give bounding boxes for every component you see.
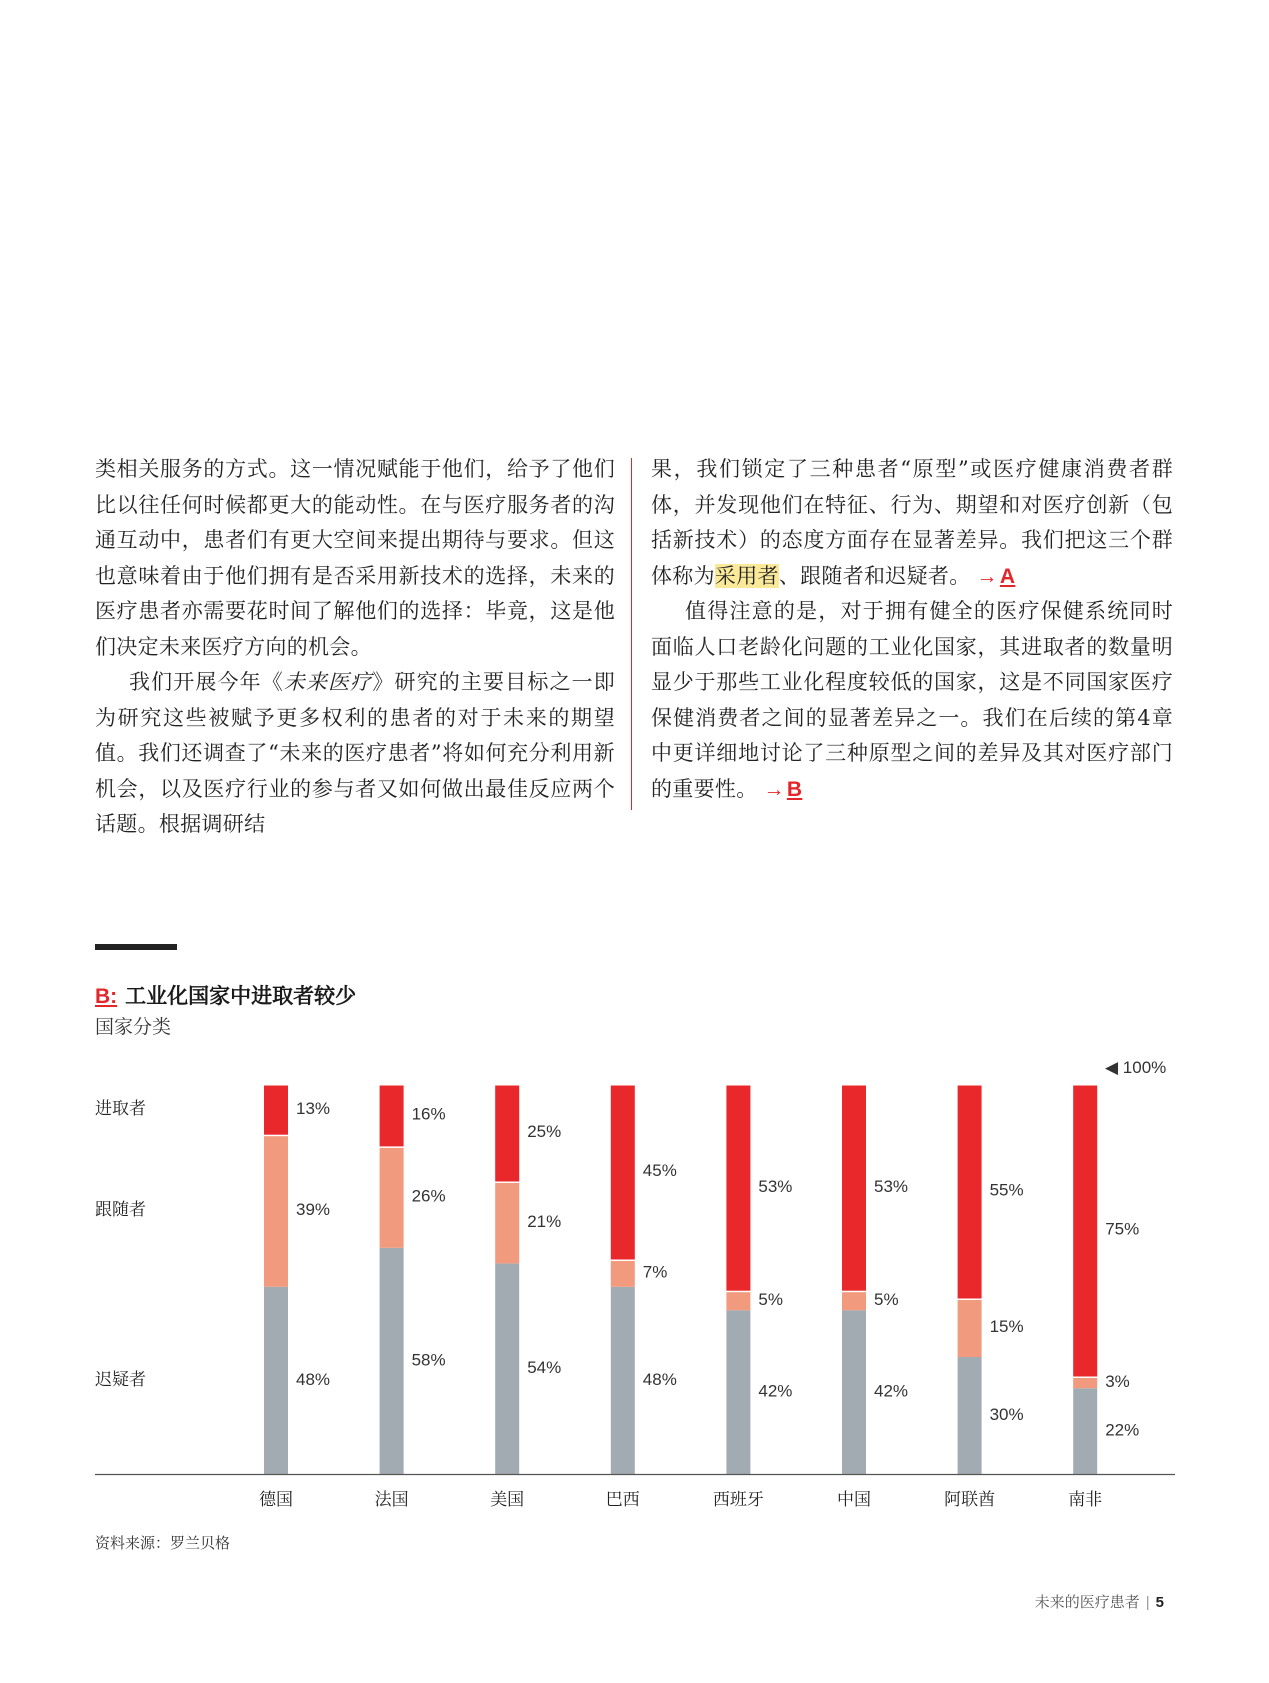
x-tick-label: 美国 [490, 1490, 525, 1509]
data-label: 48% [642, 1369, 677, 1389]
bar-跟随者-南非 [1073, 1378, 1097, 1388]
bar-迟疑者-美国 [495, 1263, 519, 1474]
legend-entry: 迟疑者 [95, 1369, 146, 1389]
x-tick-label: 德国 [259, 1490, 293, 1509]
body-column-left [95, 452, 615, 843]
body-paragraph: 类相关服务的方式。这一情况赋能于他们，给予了他们比以往任何时候都更大的能动性。在与医疗服务者的沟通互动中，患者们有更大空间来提出期待与要求。但这也意味着由于他们拥有是否采用新技术的选择，未来的医疗患者亦需要花时间了解他们的选择：毕竟，这是他们决定未来医疗方向的机会。 [95, 457, 615, 659]
bar-跟随者-德国 [264, 1136, 288, 1287]
data-label: 53% [758, 1176, 793, 1196]
bar-进取者-阿联酋 [958, 1086, 982, 1299]
body-text: 果，我们锁定了三种患者“原型”或医疗健康消费者群体，并发现他们在特征、行为、期望和对医疗创新（包括新技术）的态度方面存在显著差异。我们把这三个群体称为 [651, 457, 1173, 588]
body-paragraph [651, 594, 1173, 807]
bar-迟疑者-中国 [842, 1310, 866, 1474]
chart-header-rule [95, 944, 177, 950]
bar-进取者-美国 [495, 1086, 519, 1182]
data-label: 30% [989, 1404, 1024, 1424]
body-column-right [651, 452, 1173, 807]
data-label: 58% [411, 1350, 446, 1370]
data-label: 25% [527, 1122, 562, 1142]
data-label: 55% [989, 1180, 1024, 1200]
legend-entry: 跟随者 [95, 1200, 146, 1220]
hundred-percent-marker: ◀ 100% [1105, 1060, 1167, 1077]
bar-跟随者-美国 [495, 1183, 519, 1263]
data-label: 7% [642, 1262, 668, 1282]
figure-ref-a[interactable] [977, 565, 1016, 588]
bar-迟疑者-南非 [1073, 1388, 1097, 1474]
data-label: 48% [296, 1369, 331, 1389]
column-divider [631, 458, 632, 810]
bar-迟疑者-法国 [380, 1248, 404, 1474]
stacked-bar-chart [0, 1060, 1269, 1510]
bar-跟随者-西班牙 [726, 1292, 750, 1310]
chart-title [95, 980, 356, 1010]
chart-bars [264, 1086, 1097, 1475]
chart-label: B: [95, 985, 118, 1008]
figure-ref-b[interactable] [764, 778, 803, 801]
data-label: 21% [527, 1211, 562, 1231]
page-number: 5 [1155, 1594, 1164, 1611]
chart-x-axis [95, 1475, 1175, 1510]
bar-跟随者-阿联酋 [958, 1300, 982, 1357]
data-label: 15% [989, 1317, 1024, 1337]
chart-legend [95, 1099, 146, 1389]
data-label: 53% [874, 1176, 909, 1196]
bar-跟随者-巴西 [611, 1261, 635, 1287]
bar-进取者-西班牙 [726, 1086, 750, 1291]
chart-subtitle: 国家分类 [95, 1017, 172, 1038]
bar-迟疑者-阿联酋 [958, 1357, 982, 1474]
data-label: 16% [411, 1104, 446, 1124]
body-text: 值得注意的是，对于拥有健全的医疗保健系统同时面临人口老龄化问题的工业化国家，其进取者的数量明显少于那些工业化程度较低的国家，这是不同国家医疗保健消费者之间的显著差异之一。我们在后续的第4章中更详细地讨论了三种原型之间的差异及其对医疗部门的重要性。 [651, 599, 1173, 801]
body-text: 我们开展今年《 [129, 670, 284, 694]
highlighted-term: 采用者 [714, 563, 779, 588]
x-tick-label: 巴西 [605, 1490, 640, 1509]
data-label: 5% [874, 1289, 899, 1309]
bar-进取者-中国 [842, 1086, 866, 1291]
figure-ref-letter: A [999, 564, 1016, 588]
data-label: 22% [1105, 1420, 1140, 1440]
footer-title: 未来的医疗患者 [1034, 1594, 1140, 1611]
x-tick-label: 中国 [837, 1490, 871, 1509]
data-label: 39% [296, 1200, 331, 1220]
data-label: 26% [411, 1186, 446, 1206]
data-label: 42% [874, 1381, 909, 1401]
arrow-right-icon: → [763, 777, 785, 801]
data-label: 42% [758, 1381, 793, 1401]
study-title: 未来医疗 [283, 670, 373, 694]
page-footer [1035, 1591, 1164, 1612]
data-label: 13% [296, 1098, 331, 1118]
chart-source: 资料来源：罗兰贝格 [95, 1535, 231, 1552]
x-tick-label: 法国 [374, 1490, 409, 1509]
chart-title-text: 工业化国家中进取者较少 [125, 985, 357, 1008]
x-tick-label: 阿联酋 [944, 1490, 996, 1509]
bar-进取者-法国 [380, 1086, 404, 1147]
bar-迟疑者-西班牙 [726, 1310, 750, 1474]
body-text: 》研究的主要目标之一即为研究这些被赋予更多权利的患者的对于未来的期望值。我们还调查了“未来的医疗患者”将如何充分利用新机会，以及医疗行业的参与者又如何做出最佳反应两个话题。根据调研结 [95, 670, 615, 836]
data-label: 5% [758, 1289, 783, 1309]
bar-跟随者-中国 [842, 1292, 866, 1310]
data-label: 75% [1105, 1219, 1140, 1239]
bar-进取者-巴西 [611, 1086, 635, 1260]
footer-separator: | [1145, 1594, 1150, 1611]
data-label: 3% [1105, 1371, 1130, 1391]
body-text: 、跟随者和迟疑者。 [778, 563, 971, 588]
bar-迟疑者-德国 [264, 1287, 288, 1474]
bar-迟疑者-巴西 [611, 1287, 635, 1474]
bar-跟随者-法国 [380, 1148, 404, 1248]
x-tick-label: 南非 [1068, 1490, 1103, 1509]
bar-进取者-南非 [1073, 1086, 1097, 1377]
figure-ref-letter: B [786, 777, 803, 801]
body-paragraph [95, 665, 615, 843]
body-paragraph [651, 452, 1173, 594]
x-tick-label: 西班牙 [712, 1490, 764, 1509]
data-label: 54% [527, 1358, 562, 1378]
bar-进取者-德国 [264, 1086, 288, 1135]
chart-data-labels [296, 1099, 1139, 1440]
arrow-right-icon: → [976, 564, 998, 588]
data-label: 45% [642, 1161, 677, 1181]
legend-entry: 进取者 [95, 1098, 146, 1118]
